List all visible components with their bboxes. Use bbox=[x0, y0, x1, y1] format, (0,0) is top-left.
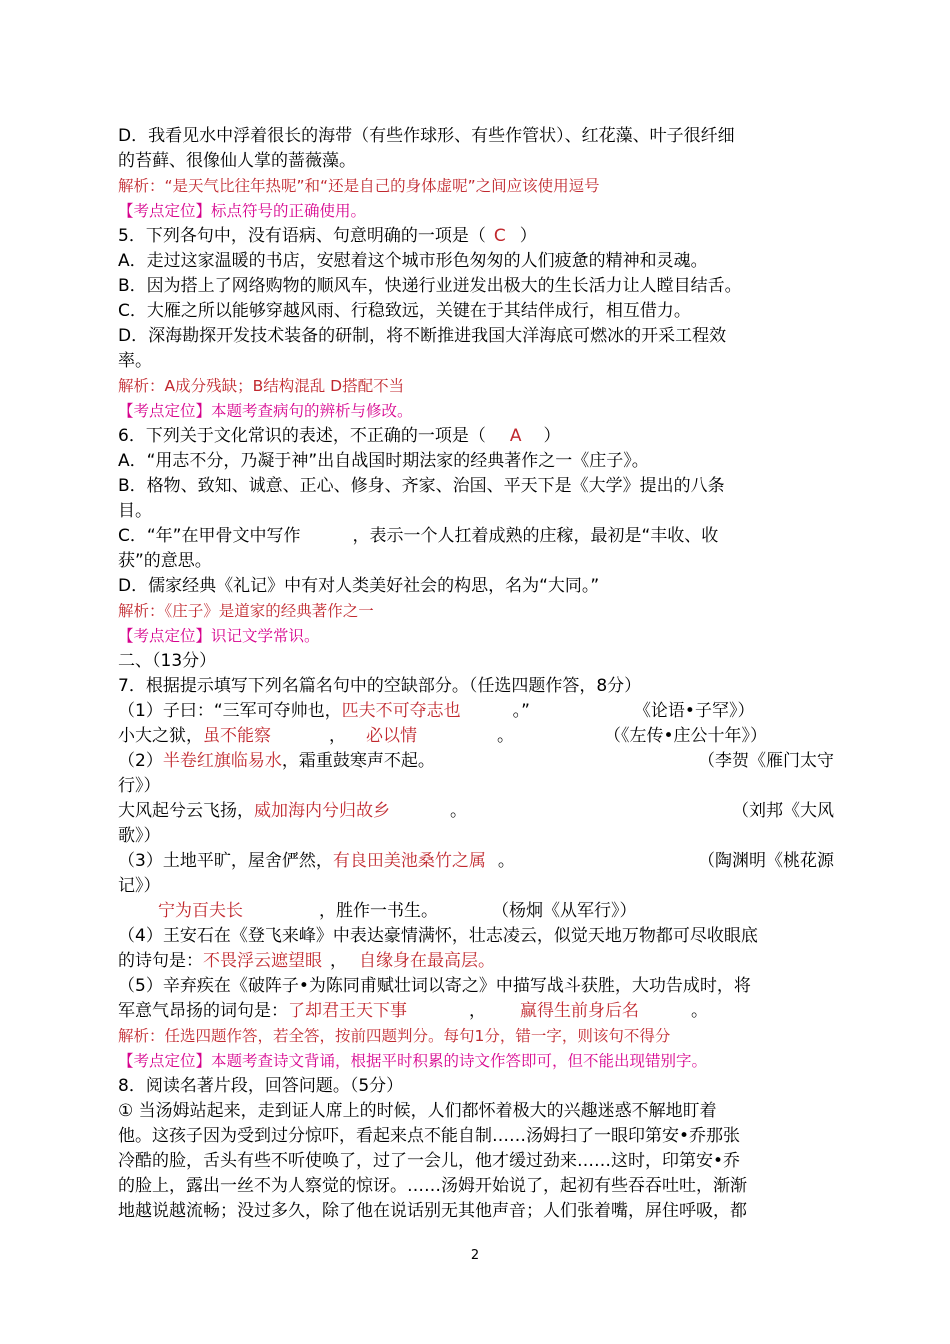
q7-item-1 bbox=[118, 699, 834, 724]
q7-3-source: （陶渊明《桃花源 bbox=[698, 851, 834, 871]
q7-item-1b bbox=[118, 724, 834, 749]
passage-line-2: 他。这孩子因为受到过分惊吓，看起来点不能自制……汤姆扫了一眼印第安•乔那张 bbox=[118, 1126, 741, 1146]
q7-1-text: （1）子曰：“三军可夺帅也， bbox=[118, 701, 342, 721]
page-content bbox=[118, 124, 834, 1224]
q7-2-num: （2） bbox=[118, 751, 163, 771]
q6-option-c bbox=[118, 524, 834, 549]
q7-5-answer-1: 了却君王天下事 bbox=[288, 1001, 407, 1021]
q7-3-text: （3）土地平旷，屋舍俨然， bbox=[118, 851, 333, 871]
q7-4-text: 的诗句是： bbox=[118, 951, 203, 971]
q7-1b-period: 。 bbox=[497, 726, 514, 746]
page-number: 2 bbox=[470, 1248, 480, 1263]
question-5-paren: ） bbox=[519, 226, 537, 246]
passage-line-5: 地越说越流畅；没过多久，除了他在说话别无其他声音；人们张着嘴，屏住呼吸，都 bbox=[118, 1201, 747, 1221]
q5-option-d-cont: 率。 bbox=[118, 351, 152, 371]
exam-point-7: 【考点定位】本题考查诗文背诵，根据平时积累的诗文作答即可，但不能出现错别字。 bbox=[118, 1052, 708, 1070]
option-d-line-cont: 的苔藓、很像仙人掌的蔷薇藻。 bbox=[118, 151, 356, 171]
q7-3-answer: 有良田美池桑竹之属 bbox=[332, 851, 486, 871]
passage-line-4: 的脸上，露出一丝不为人察觉的惊讶。……汤姆开始说了，起初有些吞吞吐吐，渐渐 bbox=[118, 1176, 747, 1196]
q7-2b-answer: 威加海内兮归故乡 bbox=[254, 801, 390, 821]
analysis-5: 解析：A成分残缺；B结构混乱 D搭配不当 bbox=[118, 377, 405, 395]
question-5-text: 5．下列各句中，没有语病、句意明确的一项是（ bbox=[118, 226, 486, 246]
q7-3-source-cont: 记》） bbox=[118, 876, 161, 896]
question-8: 8．阅读名著片段，回答问题。（5分） bbox=[118, 1076, 404, 1096]
q7-2-source: （李贺《雁门太守 bbox=[698, 751, 834, 771]
question-6 bbox=[118, 424, 834, 449]
q7-item-4: （4）王安石在《登飞来峰》中表达豪情满怀，壮志凌云，似觉天地万物都可尽收眼底 bbox=[118, 926, 758, 946]
q7-5-answer-2: 赢得生前身后名 bbox=[520, 1001, 639, 1021]
q7-1b-answer-1: 虽不能察 bbox=[203, 726, 271, 746]
q7-item-5: （5）辛弃疾在《破阵子•为陈同甫赋壮词以寄之》中描写战斗获胜，大功告成时，将 bbox=[118, 976, 751, 996]
q7-item-2b bbox=[118, 799, 834, 824]
answer-6: A bbox=[509, 426, 522, 446]
q7-1b-source: （《左传•庄公十年》） bbox=[604, 726, 768, 746]
exam-point-6: 【考点定位】识记文学常识。 bbox=[118, 627, 320, 645]
q6-option-c-cont: 获”的意思。 bbox=[118, 551, 212, 571]
question-6-paren: ） bbox=[543, 426, 561, 446]
q7-3b-text: ，胜作一书生。 bbox=[319, 901, 438, 921]
q7-5-comma: ， bbox=[469, 1001, 486, 1021]
q7-1b-comma: ， bbox=[329, 726, 346, 746]
q7-1-text-end: 。” bbox=[512, 701, 530, 721]
q7-2b-period: 。 bbox=[450, 801, 467, 821]
question-5 bbox=[118, 224, 834, 249]
q5-option-a: A．走过这家温暖的书店，安慰着这个城市形色匆匆的人们疲惫的精神和灵魂。 bbox=[118, 251, 708, 271]
q7-3b-answer: 宁为百夫长 bbox=[158, 901, 243, 921]
q5-option-d: D．深海勘探开发技术装备的研制，将不断推进我国大洋海底可燃冰的开采工程效 bbox=[118, 326, 727, 346]
q7-2-source-cont: 行》） bbox=[118, 776, 161, 796]
question-7: 7．根据提示填写下列名篇名句中的空缺部分。（任选四题作答，8分） bbox=[118, 676, 642, 696]
q7-4-answer-2: 自缘身在最高层。 bbox=[359, 951, 495, 971]
q7-item-5-cont bbox=[118, 999, 834, 1024]
analysis-4: 解析：“是天气比往年热呢”和“还是自己的身体虚呢”之间应该使用逗号 bbox=[118, 177, 600, 195]
q6-option-d: D．儒家经典《礼记》中有对人类美好社会的构思，名为“大同。” bbox=[118, 576, 600, 596]
q7-1-answer: 匹夫不可夺志也 bbox=[341, 701, 461, 721]
q7-4-comma: ， bbox=[330, 951, 347, 971]
section-two-heading: 二、（13分） bbox=[118, 651, 217, 671]
passage-line-1: ① 当汤姆站起来，走到证人席上的时候，人们都怀着极大的兴趣迷惑不解地盯着 bbox=[118, 1101, 717, 1121]
q6-option-a: A．“用志不分，乃凝于神”出自战国时期法家的经典著作之一《庄子》。 bbox=[118, 451, 649, 471]
analysis-7: 解析：任选四题作答，若全答，按前四题判分。每句1分，错一字，则该句不得分 bbox=[118, 1027, 671, 1045]
q5-option-b: B．因为搭上了网络购物的顺风车，快递行业迸发出极大的生长活力让人瞠目结舌。 bbox=[118, 276, 742, 296]
q7-1-source: 《论语•子罕》） bbox=[633, 701, 755, 721]
q7-item-3b bbox=[118, 899, 834, 924]
q7-1b-text: 小大之狱， bbox=[118, 726, 203, 746]
exam-point-5: 【考点定位】本题考查病句的辨析与修改。 bbox=[118, 402, 413, 420]
option-d-line: D．我看见水中浮着很长的海带（有些作球形、有些作管状）、红花藻、叶子很纤细 bbox=[118, 126, 735, 146]
q6-option-c-text: C．“年”在甲骨文中写作 bbox=[118, 526, 301, 546]
analysis-6: 解析：《庄子》是道家的经典著作之一 bbox=[118, 602, 374, 620]
q6-option-b-cont: 目。 bbox=[118, 501, 152, 521]
q7-3-period: 。 bbox=[497, 851, 515, 871]
q5-option-c: C．大雁之所以能够穿越风雨、行稳致远，关键在于其结伴成行，相互借力。 bbox=[118, 301, 691, 321]
q7-item-4-cont bbox=[118, 949, 834, 974]
q6-option-b: B．格物、致知、诚意、正心、修身、齐家、治国、平天下是《大学》提出的八条 bbox=[118, 476, 725, 496]
question-6-text: 6．下列关于文化常识的表述，不正确的一项是（ bbox=[118, 426, 486, 446]
q7-item-2 bbox=[118, 749, 834, 774]
exam-point-4: 【考点定位】标点符号的正确使用。 bbox=[118, 202, 367, 220]
q7-1b-answer-2: 必以情 bbox=[366, 726, 417, 746]
q7-2b-text: 大风起兮云飞扬， bbox=[118, 801, 254, 821]
q7-5-period: 。 bbox=[691, 1001, 708, 1021]
answer-5: C bbox=[493, 226, 506, 246]
q7-4-answer-1: 不畏浮云遮望眼 bbox=[203, 951, 322, 971]
q7-2-text: ，霜重鼓寒声不起。 bbox=[281, 751, 435, 771]
q6-option-c-text-cont: ，表示一个人扛着成熟的庄稼，最初是“丰收、收 bbox=[352, 526, 719, 546]
q7-item-3 bbox=[118, 849, 834, 874]
q7-2b-source-cont: 歌》） bbox=[118, 826, 161, 846]
q7-2b-source: （刘邦《大风 bbox=[732, 801, 834, 821]
q7-3b-source: （杨炯《从军行》） bbox=[492, 901, 637, 921]
passage-line-3: 冷酷的脸，舌头有些不听使唤了，过了一会儿，他才缓过劲来……这时，印第安•乔 bbox=[118, 1151, 741, 1171]
q7-2-answer: 半卷红旗临易水 bbox=[162, 751, 282, 771]
q7-5-text: 军意气昂扬的词句是： bbox=[118, 1001, 288, 1021]
